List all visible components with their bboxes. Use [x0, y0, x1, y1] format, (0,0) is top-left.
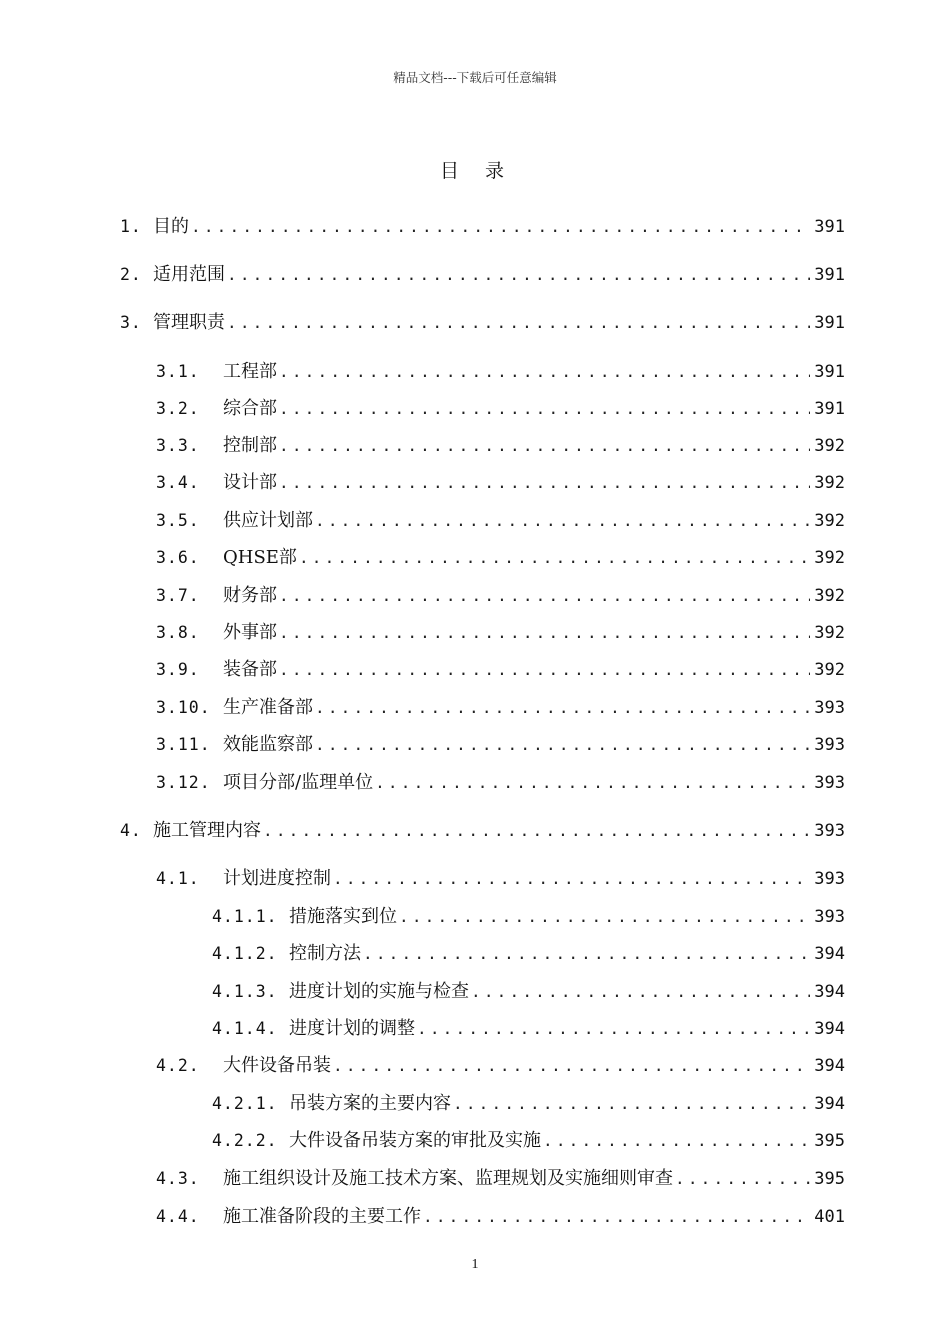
toc-entry[interactable]	[156, 658, 845, 682]
toc-entry-number: 4.4.	[156, 1207, 200, 1226]
toc-entry[interactable]	[212, 942, 845, 966]
toc-entry[interactable]	[156, 733, 845, 757]
toc-entry[interactable]	[156, 471, 845, 495]
toc-dot-leader	[397, 905, 810, 929]
toc-entry[interactable]	[120, 263, 845, 287]
toc-entry-page: 392	[814, 511, 845, 531]
toc-entry-number: 4.2.	[156, 1056, 200, 1075]
toc-entry-label: 控制部	[223, 435, 277, 456]
toc-entry-page: 391	[814, 362, 845, 382]
toc-entry-number: 3.11.	[156, 735, 211, 754]
toc-entry-number: 4.3.	[156, 1169, 200, 1188]
toc-entry-number: 2.	[120, 265, 142, 284]
toc-entry-page: 391	[814, 313, 845, 333]
toc-entry-label: 计划进度控制	[223, 868, 331, 889]
toc-dot-leader	[277, 584, 810, 608]
toc-entry-number: 4.1.3.	[212, 982, 278, 1001]
toc-entry-number: 3.5.	[156, 511, 200, 530]
toc-entry[interactable]	[156, 434, 845, 458]
toc-dot-leader	[469, 980, 810, 1004]
toc-dot-leader	[331, 867, 810, 891]
toc-entry[interactable]	[156, 771, 845, 795]
toc-entry-page: 391	[814, 265, 845, 285]
toc-entry-page: 393	[814, 773, 845, 793]
toc-entry-label: 装备部	[223, 659, 277, 680]
toc-entry-page: 394	[814, 982, 845, 1002]
toc-entry-page: 393	[814, 698, 845, 718]
toc-entry-number: 1.	[120, 217, 142, 236]
toc-entry[interactable]	[156, 867, 845, 891]
toc-entry-label: 外事部	[223, 622, 277, 643]
header-note: 精品文档---下载后可任意编辑	[393, 70, 557, 85]
toc-dot-leader	[225, 263, 810, 287]
toc-dot-leader	[277, 434, 810, 458]
toc-dot-leader	[277, 621, 810, 645]
toc-entry-label: 施工准备阶段的主要工作	[223, 1206, 421, 1227]
toc-entry-page: 393	[814, 735, 845, 755]
toc-entry-label: 大件设备吊装方案的审批及实施	[289, 1130, 541, 1151]
toc-entry-page: 401	[814, 1207, 845, 1227]
toc-dot-leader	[373, 771, 810, 795]
toc-entry-page: 392	[814, 660, 845, 680]
toc-entry-label: 大件设备吊装	[223, 1055, 331, 1076]
toc-entry-label: 生产准备部	[223, 697, 313, 718]
toc-dot-leader	[451, 1092, 810, 1116]
toc-entry-label: 措施落实到位	[289, 906, 397, 927]
toc-entry-label: 进度计划的调整	[289, 1018, 415, 1039]
toc-entry[interactable]	[156, 546, 845, 570]
toc-dot-leader	[277, 471, 810, 495]
toc-entry[interactable]	[156, 1205, 845, 1229]
toc-entry[interactable]	[156, 1167, 845, 1191]
toc-entry-number: 3.6.	[156, 548, 200, 567]
toc-entry[interactable]	[212, 905, 845, 929]
toc-dot-leader	[313, 733, 810, 757]
toc-entry-label: 设计部	[223, 472, 277, 493]
toc-entry-label: 供应计划部	[223, 510, 313, 531]
toc-entry-number: 3.2.	[156, 399, 200, 418]
toc-entry-page: 393	[814, 869, 845, 889]
toc-entry[interactable]	[156, 360, 845, 384]
toc-entry-number: 3.8.	[156, 623, 200, 642]
toc-entry-label: 适用范围	[153, 264, 225, 285]
toc-entry-page: 392	[814, 473, 845, 493]
toc-entry[interactable]	[212, 1092, 845, 1116]
toc-entry-label: QHSE部	[223, 547, 297, 568]
toc-entry-page: 395	[814, 1131, 845, 1151]
toc-entry-number: 3.7.	[156, 586, 200, 605]
toc-entry-number: 4.2.1.	[212, 1094, 278, 1113]
toc-dot-leader	[331, 1054, 810, 1078]
toc-entry-page: 392	[814, 586, 845, 606]
toc-entry-number: 3.10.	[156, 698, 211, 717]
toc-entry[interactable]	[212, 1017, 845, 1041]
toc-entry[interactable]	[212, 980, 845, 1004]
toc-entry-page: 394	[814, 944, 845, 964]
page-number: 1	[471, 1257, 479, 1272]
toc-dot-leader	[277, 397, 810, 421]
toc-entry-label: 吊装方案的主要内容	[289, 1093, 451, 1114]
toc-entry-number: 4.	[120, 821, 142, 840]
toc-dot-leader	[421, 1205, 810, 1229]
toc-entry-number: 3.12.	[156, 773, 211, 792]
toc-entry-page: 392	[814, 623, 845, 643]
toc-entry-label: 综合部	[223, 398, 277, 419]
toc-entry-label: 施工管理内容	[153, 820, 261, 841]
toc-entry-number: 4.1.1.	[212, 907, 278, 926]
toc-dot-leader	[673, 1167, 810, 1191]
toc-entry-number: 4.1.2.	[212, 944, 278, 963]
toc-entry-label: 项目分部/监理单位	[223, 772, 374, 793]
toc-entry[interactable]	[156, 584, 845, 608]
toc-entry-number: 3.9.	[156, 660, 200, 679]
toc-entry-page: 391	[814, 399, 845, 419]
toc-entry[interactable]	[120, 215, 845, 239]
toc-entry-number: 4.1.	[156, 869, 200, 888]
toc-entry[interactable]	[156, 509, 845, 533]
toc-entry-page: 391	[814, 217, 845, 237]
toc-dot-leader	[313, 509, 810, 533]
toc-dot-leader	[277, 360, 810, 384]
toc-entry-page: 393	[814, 821, 845, 841]
toc-entry-label: 效能监察部	[223, 734, 313, 755]
toc-entry-page: 395	[814, 1169, 845, 1189]
toc-entry-label: 进度计划的实施与检查	[289, 981, 469, 1002]
toc-dot-leader	[361, 942, 810, 966]
toc-entry[interactable]	[120, 311, 845, 335]
toc-entry-label: 控制方法	[289, 943, 361, 964]
toc-entry-label: 管理职责	[153, 312, 225, 333]
toc-entry[interactable]	[156, 397, 845, 421]
toc-entry[interactable]	[156, 621, 845, 645]
toc-entry[interactable]	[156, 1054, 845, 1078]
toc-entry-number: 4.1.4.	[212, 1019, 278, 1038]
toc-entry[interactable]	[212, 1129, 845, 1153]
toc-entry-label: 工程部	[223, 361, 277, 382]
toc-entry-number: 3.3.	[156, 436, 200, 455]
toc-entry-page: 394	[814, 1019, 845, 1039]
toc-entry-page: 394	[814, 1094, 845, 1114]
toc-entry-page: 393	[814, 907, 845, 927]
toc-entry[interactable]	[120, 819, 845, 843]
toc-entry-label: 施工组织设计及施工技术方案、监理规划及实施细则审查	[223, 1168, 673, 1189]
toc-entry-number: 3.4.	[156, 473, 200, 492]
toc-entry-label: 目的	[153, 216, 189, 237]
toc-entry[interactable]	[156, 696, 845, 720]
toc-entry-page: 394	[814, 1056, 845, 1076]
toc-dot-leader	[297, 546, 810, 570]
toc-dot-leader	[261, 819, 810, 843]
toc-dot-leader	[415, 1017, 810, 1041]
toc-dot-leader	[225, 311, 810, 335]
toc-entry-number: 4.2.2.	[212, 1131, 278, 1150]
toc-entry-number: 3.	[120, 313, 142, 332]
toc-entry-label: 财务部	[223, 585, 277, 606]
toc-dot-leader	[277, 658, 810, 682]
toc-entry-page: 392	[814, 436, 845, 456]
toc-title: 目录	[439, 160, 530, 182]
toc-dot-leader	[189, 215, 810, 239]
toc-dot-leader	[541, 1129, 810, 1153]
toc-entry-number: 3.1.	[156, 362, 200, 381]
toc-dot-leader	[313, 696, 810, 720]
toc-entry-page: 392	[814, 548, 845, 568]
